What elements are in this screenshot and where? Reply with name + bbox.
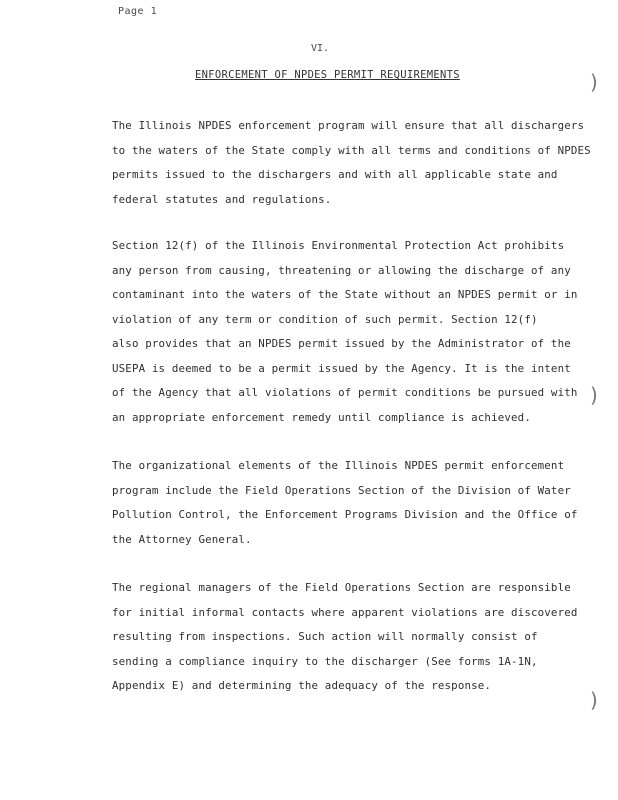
paragraph-line: The organizational elements of the Illinois NPDES permit enforcement: [112, 459, 565, 472]
paragraph-3: [112, 454, 578, 552]
paragraph-2: [112, 234, 578, 430]
page-number-label: Page 1: [118, 6, 158, 17]
paragraph-line: USEPA is deemed to be a permit issued by the Agency. It is the intent: [112, 361, 571, 375]
paragraph-line: Appendix E) and determining the adequacy of the response.: [112, 679, 492, 692]
paragraph-line: The Illinois NPDES enforcement program will ensure that all dischargers: [112, 119, 585, 132]
binder-hole-mark-icon: ): [590, 383, 598, 407]
binder-hole-mark-icon: ): [590, 70, 598, 94]
paragraph-line: for initial informal contacts where apparent violations are discovered: [112, 605, 578, 619]
paragraph-line: violation of any term or condition of such permit. Section 12(f): [112, 312, 538, 326]
paragraph-line: of the Agency that all violations of permit conditions be pursued with: [112, 386, 578, 399]
paragraph-line: Section 12(f) of the Illinois Environmental Protection Act prohibits: [112, 239, 565, 252]
paragraph-line: an appropriate enforcement remedy until compliance is achieved.: [112, 410, 531, 424]
paragraph-line: also provides that an NPDES permit issued by the Administrator of the: [112, 337, 571, 350]
section-number: VI.: [310, 43, 330, 54]
paragraph-line: The regional managers of the Field Operations Section are responsible: [112, 581, 571, 594]
paragraph-line: Pollution Control, the Enforcement Programs Division and the Office of: [112, 508, 578, 521]
paragraph-line: sending a compliance inquiry to the discharger (See forms 1A-1N,: [112, 654, 538, 668]
paragraph-line: to the waters of the State comply with all terms and conditions of NPDES: [112, 143, 591, 157]
paragraph-line: resulting from inspections. Such action will normally consist of: [112, 630, 538, 643]
paragraph-1: [112, 114, 591, 212]
paragraph-line: permits issued to the dischargers and with all applicable state and: [112, 168, 558, 181]
paragraph-line: any person from causing, threatening or allowing the discharge of any: [112, 263, 571, 277]
binder-hole-mark-icon: ): [590, 688, 598, 712]
paragraph-line: federal statutes and regulations.: [112, 192, 332, 206]
paragraph-4: [112, 576, 578, 699]
paragraph-line: contaminant into the waters of the State without an NPDES permit or in: [112, 288, 578, 301]
paragraph-line: program include the Field Operations Section of the Division of Water: [112, 483, 571, 497]
paragraph-line: the Attorney General.: [112, 532, 252, 546]
section-title: ENFORCEMENT OF NPDES PERMIT REQUIREMENTS: [195, 69, 460, 81]
